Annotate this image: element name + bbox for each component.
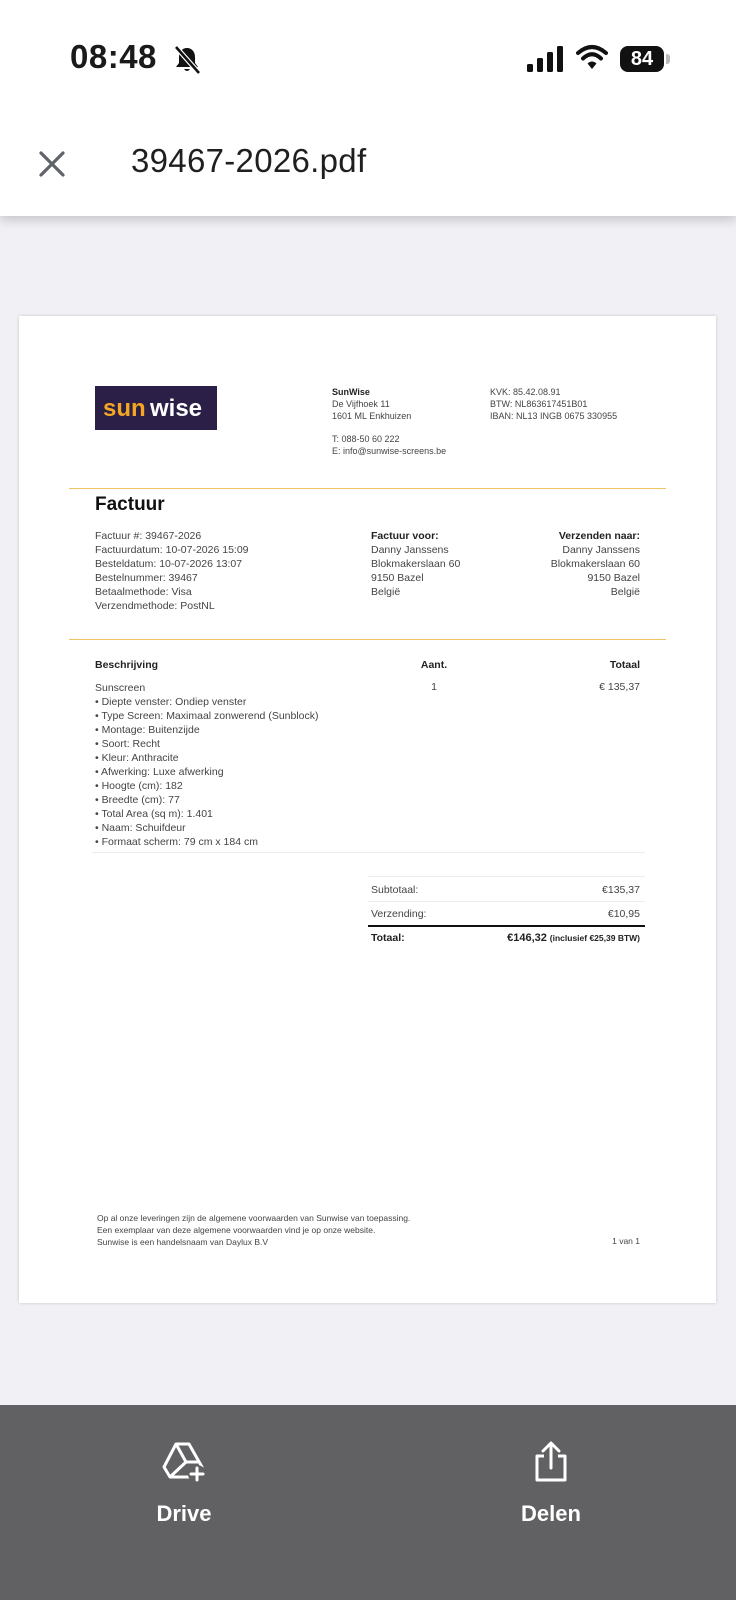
row-divider xyxy=(92,852,645,853)
share-button[interactable] xyxy=(471,1441,631,1527)
column-header-qty: Aant. xyxy=(420,659,448,671)
bill-to-country: België xyxy=(371,586,401,598)
product-option: • Breedte (cm): 77 xyxy=(95,794,180,806)
bottom-action-bar xyxy=(0,1405,736,1600)
company-street: De Vijfhoek 11 xyxy=(332,399,390,409)
product-option: • Naam: Schuifdeur xyxy=(95,822,186,834)
subtotal-label: Subtotaal: xyxy=(371,884,419,896)
bill-to-heading: Factuur voor: xyxy=(371,530,439,542)
line-item-description xyxy=(95,681,319,849)
sunwise-logo xyxy=(95,386,217,430)
legal-info xyxy=(490,386,617,422)
product-option: • Type Screen: Maximaal zonwerend (Sunblock) xyxy=(95,710,319,722)
payment-method: Betaalmethode: Visa xyxy=(95,586,192,598)
company-info xyxy=(332,386,446,457)
row-divider xyxy=(368,876,645,877)
iban-number: IBAN: NL13 INGB 0675 330955 xyxy=(490,411,618,421)
order-number: Bestelnummer: 39467 xyxy=(95,572,198,584)
share-label: Delen xyxy=(521,1501,581,1526)
product-name: Sunscreen xyxy=(95,682,146,694)
bill-to-city: 9150 Bazel xyxy=(371,572,424,584)
company-city: 1601 ML Enkhuizen xyxy=(332,411,412,421)
ship-to-heading: Verzenden naar: xyxy=(558,530,640,542)
column-header-description: Beschrijving xyxy=(95,659,159,671)
svg-text:sun: sun xyxy=(103,395,146,422)
total-vat-note: (inclusief €25,39 BTW) xyxy=(549,933,640,943)
product-option: • Kleur: Anthracite xyxy=(95,752,179,764)
wifi-icon xyxy=(576,44,608,70)
footer-line: Een exemplaar van deze algemene voorwaarden vind je op onze website. xyxy=(97,1225,376,1235)
svg-text:wise: wise xyxy=(150,395,203,422)
page-number: 1 van 1 xyxy=(612,1236,640,1246)
shipping-label: Verzending: xyxy=(371,908,427,920)
product-option: • Hoogte (cm): 182 xyxy=(95,780,183,792)
ship-to-street: Blokmakerslaan 60 xyxy=(550,558,640,570)
bill-to-street: Blokmakerslaan 60 xyxy=(371,558,461,570)
ship-to-city: 9150 Bazel xyxy=(587,572,640,584)
ship-to-name: Danny Janssens xyxy=(562,544,640,556)
company-name: SunWise xyxy=(332,387,370,397)
bell-muted-icon xyxy=(172,44,202,76)
footer-text xyxy=(97,1212,410,1248)
total-value: €146,32 xyxy=(507,932,547,944)
btw-number: BTW: NL863617451B01 xyxy=(490,399,588,409)
total-divider xyxy=(368,925,645,927)
file-title: 39467-2026.pdf xyxy=(131,142,367,179)
share-icon xyxy=(531,1441,571,1483)
shipping-value: €10,95 xyxy=(607,908,640,920)
battery-indicator: 84 xyxy=(620,46,664,72)
total-value-block xyxy=(489,932,640,944)
ship-to xyxy=(499,529,640,599)
footer-line: Op al onze leveringen zijn de algemene voorwaarden van Sunwise van toepassing. xyxy=(97,1213,411,1223)
order-date: Besteldatum: 10-07-2026 13:07 xyxy=(95,558,243,570)
product-option: • Formaat scherm: 79 cm x 184 cm xyxy=(95,836,258,848)
product-option: • Total Area (sq m): 1.401 xyxy=(95,808,213,820)
invoice-meta xyxy=(95,529,249,613)
subtotal-value: €135,37 xyxy=(602,884,640,896)
product-option: • Montage: Buitenzijde xyxy=(95,724,200,736)
bill-to xyxy=(371,529,460,599)
invoice-number: Factuur #: 39467-2026 xyxy=(95,530,202,542)
ship-to-country: België xyxy=(610,586,640,598)
cellular-signal-icon xyxy=(527,46,563,72)
column-header-total: Totaal xyxy=(609,659,640,671)
drive-button[interactable] xyxy=(104,1441,264,1527)
close-icon[interactable] xyxy=(36,148,68,180)
divider xyxy=(69,639,666,640)
total-label: Totaal: xyxy=(371,932,405,944)
status-time: 08:48 xyxy=(70,38,157,75)
shipping-method: Verzendmethode: PostNL xyxy=(95,600,215,612)
top-bar xyxy=(0,0,736,216)
drive-add-icon xyxy=(162,1441,206,1483)
line-item-total: € 135,37 xyxy=(599,681,640,693)
company-phone: T: 088-50 60 222 xyxy=(332,434,400,444)
product-option: • Soort: Recht xyxy=(95,738,160,750)
product-option: • Afwerking: Luxe afwerking xyxy=(95,766,224,778)
pdf-page[interactable] xyxy=(19,316,716,1303)
row-divider xyxy=(368,901,645,902)
divider xyxy=(69,488,666,489)
footer-line: Sunwise is een handelsnaam van Daylux B.V xyxy=(97,1237,269,1247)
kvk-number: KVK: 85.42.08.91 xyxy=(490,387,561,397)
invoice-date: Factuurdatum: 10-07-2026 15:09 xyxy=(95,544,249,556)
line-item-qty: 1 xyxy=(431,681,437,693)
battery-tip xyxy=(666,54,670,64)
product-option: • Diepte venster: Ondiep venster xyxy=(95,696,247,708)
drive-label: Drive xyxy=(156,1501,212,1526)
company-email: E: info@sunwise-screens.be xyxy=(332,446,447,456)
invoice-title: Factuur xyxy=(95,494,165,515)
bill-to-name: Danny Janssens xyxy=(371,544,449,556)
